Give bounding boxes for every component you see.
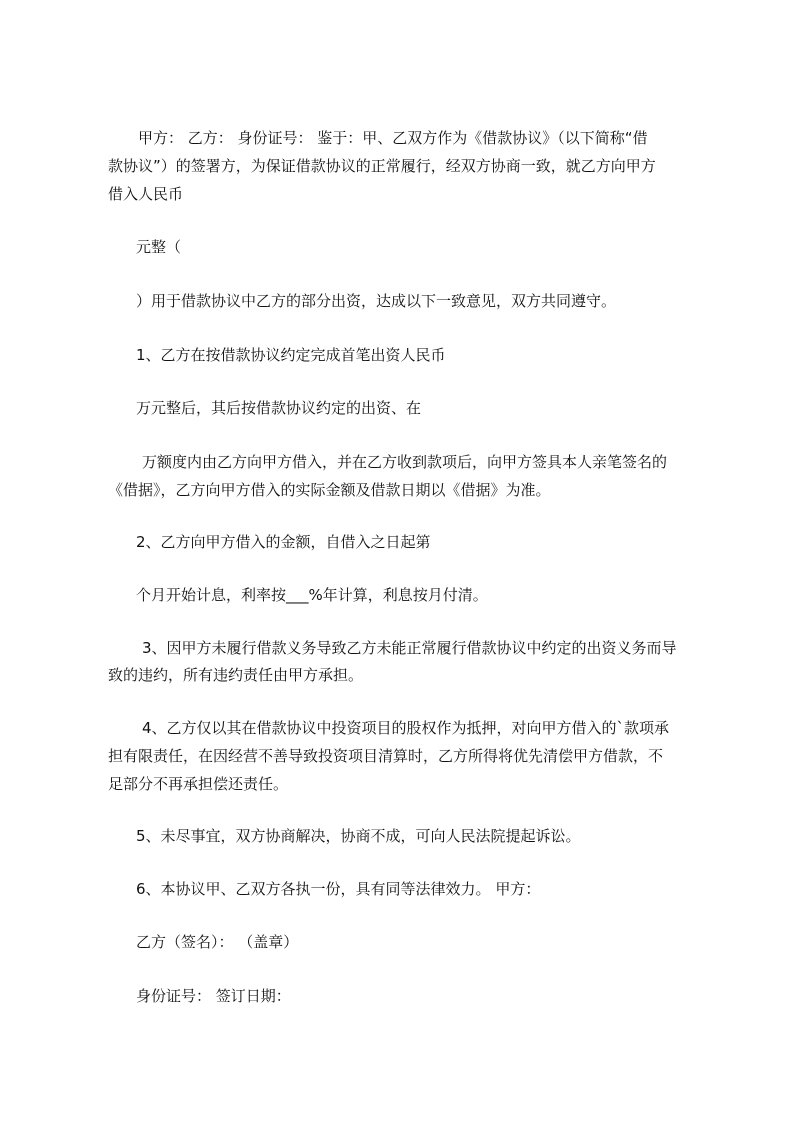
intro-line-2: 款协议”）的签署方，为保证借款协议的正常履行，经双方协商一致，就乙方向甲方 [108, 157, 656, 175]
clause-3-line-2: 致的违约，所有违约责任由甲方承担。 [108, 666, 364, 684]
clause-2-line-1: 2、乙方向甲方借入的金额，自借入之日起第 [136, 533, 431, 551]
clause-4-line-1: 4、乙方仅以其在借款协议中投资项目的股权作为抵押，对向甲方借入的`款项承 [142, 719, 670, 737]
clause-4-line-2: 担有限责任，在因经营不善导致投资项目清算时，乙方所得将优先清偿甲方借款，不 [108, 747, 664, 765]
clause-6: 6、本协议甲、乙双方各执一份，具有同等法律效力。 甲方： [136, 880, 541, 898]
id-and-date-line: 身份证号： 签订日期： [136, 987, 291, 1005]
clause-2-line-2: 个月开始计息，利率按___%年计算，利息按月付清。 [136, 586, 488, 604]
purpose-line: ）用于借款协议中乙方的部分出资，达成以下一致意见，双方共同遵守。 [136, 292, 617, 310]
clause-5: 5、未尽事宜，双方协商解决，协商不成，可向人民法院提起诉讼。 [136, 827, 581, 845]
clause-1-line-3: 万额度内由乙方向甲方借入，并在乙方收到款项后，向甲方签具本人亲笔签名的 [142, 453, 668, 471]
clause-1-line-1: 1、乙方在按借款协议约定完成首笔出资人民币 [136, 346, 446, 364]
clause-4-line-3: 足部分不再承担偿还责任。 [108, 775, 289, 793]
clause-3-line-1: 3、因甲方未履行借款义务导致乙方未能正常履行借款协议中约定的出资义务而导 [142, 639, 677, 657]
clause-1-line-2: 万元整后，其后按借款协议约定的出资、在 [136, 399, 422, 417]
clause-1-line-4: 《借据》，乙方向甲方借入的实际金额及借款日期以《借据》为准。 [108, 481, 551, 499]
party-b-signature-line: 乙方（签名）： （盖章） [136, 933, 299, 951]
intro-line-3: 借入人民币 [108, 185, 184, 203]
intro-line-1: 甲方： 乙方： 身份证号： 鉴于：甲、乙双方作为《借款协议》（以下简称“借 [138, 129, 648, 147]
amount-line: 元整（ [136, 238, 182, 256]
